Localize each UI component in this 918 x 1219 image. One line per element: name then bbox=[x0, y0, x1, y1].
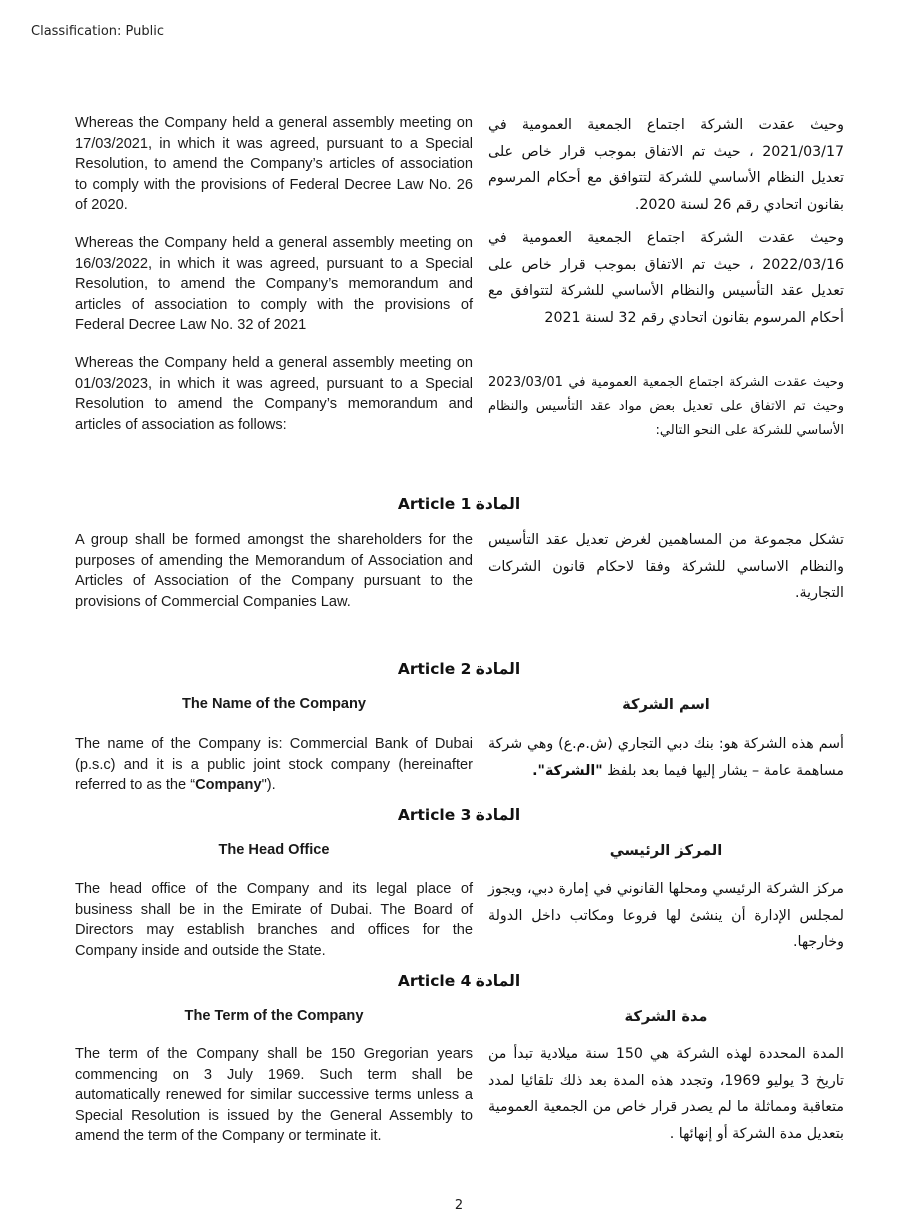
article-2-ar-text: أسم هذه الشركة هو: بنك دبي التجاري (ش.م.ع) وهي شركة مساهمة عامة – يشار إليها فيما بعد بلفظ bbox=[488, 736, 844, 779]
recital-3-en: Whereas the Company held a general assembly meeting on 01/03/2023, in which it was agreed, pursuant to a Special Resolution to amend the Company’s memorandum and articles of association as follows: bbox=[75, 355, 473, 433]
article-1-heading-ar: المادة bbox=[475, 495, 521, 513]
article-3-heading-ar: المادة bbox=[475, 806, 521, 824]
article-3-title-en: The Head Office bbox=[218, 842, 330, 858]
article-3-title-ar: المركز الرئيسي bbox=[609, 842, 723, 859]
article-2-title-en: The Name of the Company bbox=[181, 696, 367, 712]
article-2-title-ar: اسم الشركة bbox=[622, 696, 710, 713]
article-3-ar: مركز الشركة الرئيسي ومحلها القانوني في إمارة دبي، ويجوز لمجلس الإدارة أن ينشئ لها فروعا ومكاتب داخل الدولة وخارجها. bbox=[488, 881, 844, 950]
article-4-title-ar: مدة الشركة bbox=[624, 1008, 708, 1025]
article-2-ar bbox=[488, 731, 844, 784]
article-1-ar: تشكل مجموعة من المساهمين لغرض تعديل عقد التأسيس والنظام الاساسي للشركة وفقا لاحكام قانون الشركات التجارية. bbox=[488, 532, 844, 601]
recital-3-ar: وحيث عقدت الشركة اجتماع الجمعية العمومية في 2023/03/01 وحيث تم الاتفاق على تعديل بعض مواد عقد التأسيس والنظام الأساسي للشركة على النحو التالي: bbox=[488, 375, 844, 438]
article-1-heading-en: Article 1 bbox=[397, 495, 472, 513]
article-2-heading-en: Article 2 bbox=[397, 660, 472, 678]
recital-1-en: Whereas the Company held a general assembly meeting on 17/03/2021, in which it was agreed, pursuant to a Special Resolution, to amend the Company’s articles of association to comply with the provisions of Federal Decree Law No. 26 of 2020. bbox=[75, 115, 473, 213]
article-1-heading bbox=[0, 495, 918, 514]
article-3-heading-en: Article 3 bbox=[397, 806, 472, 824]
article-2-ar-bold: "الشركة". bbox=[532, 762, 603, 779]
article-4-heading-ar: المادة bbox=[475, 972, 521, 990]
recital-2-en: Whereas the Company held a general assembly meeting on 16/03/2022, in which it was agreed, pursuant to a Special Resolution, to amend the Company’s memorandum and articles of association to comply with the provisions of Federal Decree Law No. 32 of 2021 bbox=[75, 235, 473, 333]
article-4-title-en: The Term of the Company bbox=[184, 1008, 364, 1024]
article-4-en: The term of the Company shall be 150 Gregorian years commencing on 3 July 1969. Such term shall be automatically renewed for similar successive terms unless a Special Resolution is issued by the General Assembly to amend the term of the Company or terminate it. bbox=[75, 1046, 473, 1144]
article-4-heading bbox=[0, 972, 918, 991]
recital-2-ar: وحيث عقدت الشركة اجتماع الجمعية العمومية في 2022/03/16 ، حيث تم الاتفاق بموجب قرار خاص على تعديل عقد التأسيس والنظام الأساسي للشركة لتتوافق مع أحكام المرسوم بقانون اتحادي رقم 32 لسنة 2021 bbox=[488, 230, 844, 326]
article-2-en bbox=[75, 734, 473, 796]
article-3-heading bbox=[0, 806, 918, 825]
article-2-en-text-end: "). bbox=[261, 777, 276, 793]
article-2-heading-ar: المادة bbox=[475, 660, 521, 678]
article-4-ar: المدة المحددة لهذه الشركة هي 150 سنة ميلادية تبدأ من تاريخ 3 يوليو 1969، وتجدد هذه المدة بعد ذلك تلقائيا لمدد متعاقبة ومماثلة ما لم يصدر قرار خاص من الجمعية العمومية بتعديل مدة الشركة أو إنهائها . bbox=[488, 1046, 845, 1142]
article-3-en: The head office of the Company and its legal place of business shall be in the Emirate of Dubai. The Board of Directors may establish branches and offices for the Company inside and outside the State. bbox=[75, 881, 473, 959]
article-4-heading-en: Article 4 bbox=[397, 972, 472, 990]
article-2-heading bbox=[0, 660, 918, 679]
classification-label: Classification: Public bbox=[31, 24, 165, 39]
page-number: 2 bbox=[454, 1198, 464, 1213]
article-1-en: A group shall be formed amongst the shareholders for the purposes of amending the Memorandum of Association and Articles of Association of the Company pursuant to the provisions of Commercial Companies Law. bbox=[75, 532, 473, 610]
recital-1-ar: وحيث عقدت الشركة اجتماع الجمعية العمومية في 2021/03/17 ، حيث تم الاتفاق بموجب قرار خاص على تعديل النظام الأساسي للشركة لتتوافق مع أحكام المرسوم بقانون اتحادي رقم 26 لسنة 2020. bbox=[488, 117, 844, 213]
article-2-en-bold: Company bbox=[195, 777, 262, 793]
article-2-en-text: The name of the Company is: Commercial Bank of Dubai (p.s.c) and it is a public joint stock company (hereinafter referred to as the “ bbox=[75, 736, 473, 793]
